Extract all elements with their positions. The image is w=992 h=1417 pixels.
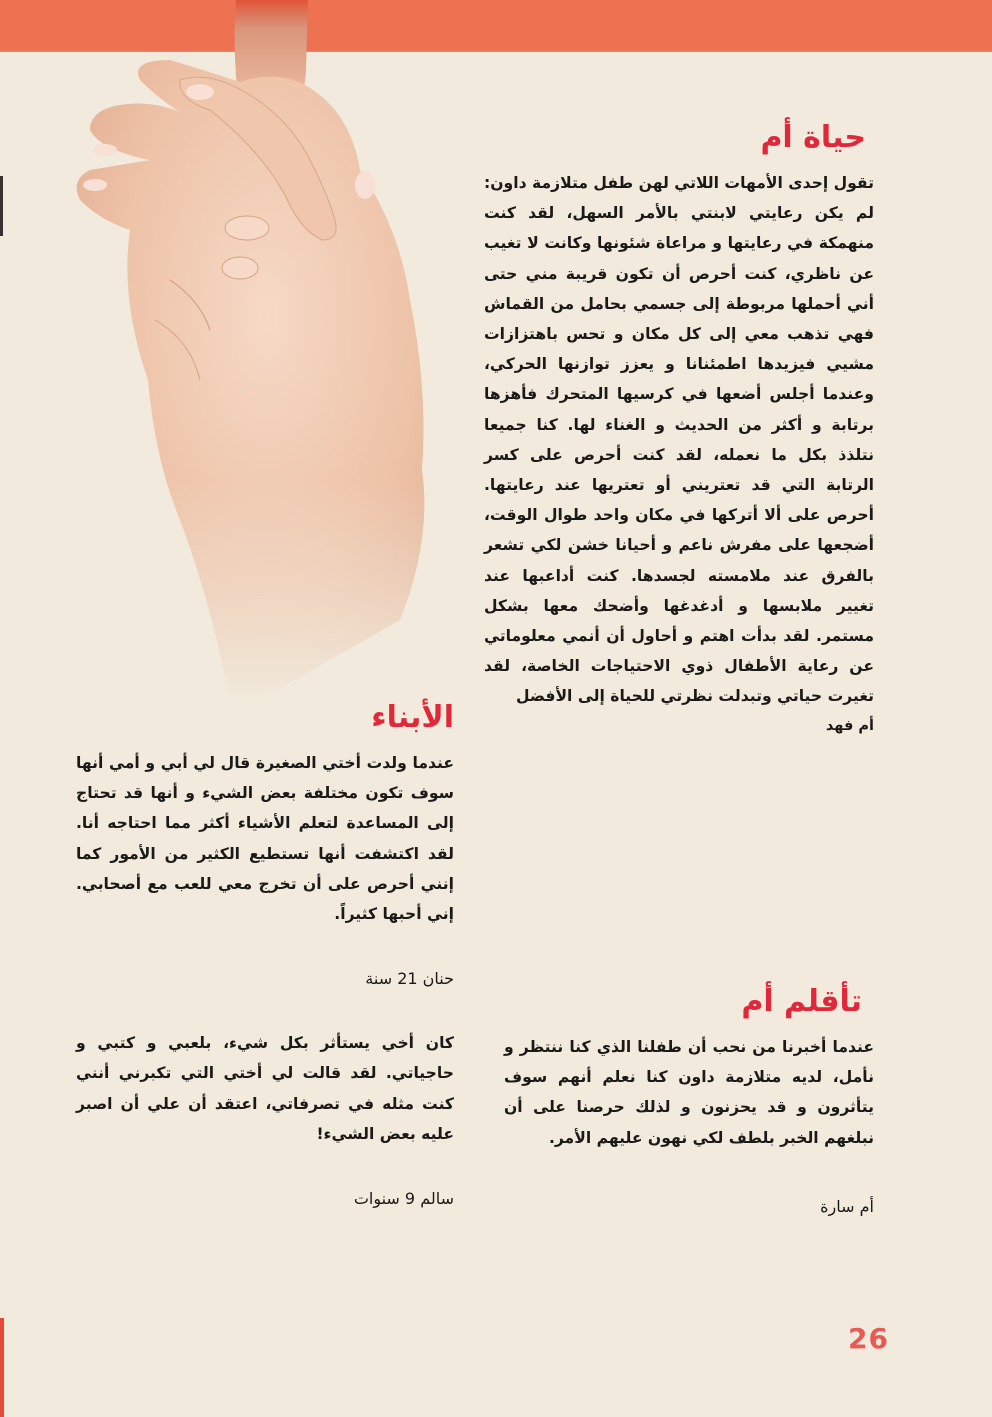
section-mother-adapt <box>484 984 874 1216</box>
section-title: تأقلم أم <box>741 984 862 1019</box>
section-mother-life <box>484 120 874 734</box>
testimonial-body: عندما ولدت أختي الصغيرة قال لي أبي و أمي أنها سوف تكون مختلفة بعض الشيء و أنها قد تحتاج إلى المساعدة لتعلم الأشياء أكثر مما احتاجه أنا. لقد اكتشفت أنها تستطيع الكثير من الأمور كما إنني أحرص على أن تخرج معي للعب مع أصحابي. إني أحبها كثيراً. <box>76 754 454 924</box>
hands-photo-icon <box>60 0 480 700</box>
signature-text: حنان 21 سنة <box>365 969 454 989</box>
left-edge-accent <box>0 1318 4 1417</box>
signature-text: سالم 9 سنوات <box>353 1189 454 1209</box>
section-title: حياة أم <box>760 120 866 155</box>
left-edge-marker <box>0 176 3 236</box>
testimonial <box>76 1028 454 1208</box>
signature: أم فهد <box>825 717 874 734</box>
signature-text: أم سارة <box>820 1196 874 1216</box>
testimonial-body: كان أخي يستأثر بكل شيء، بلعبي و كتبي و حاجياتي. لقد قالت لي أختي التي تكبرني أنني كنت مثله في تصرفاتي، اعتقد أن علي أن اصبر عليه بعض الشيء! <box>76 1034 454 1143</box>
section-children <box>76 700 454 1208</box>
page-number: 26 <box>848 1322 889 1355</box>
section-title: الأبناء <box>371 700 454 735</box>
section-body: تقول إحدى الأمهات اللاتي لهن طفل متلازمة داون: لم يكن رعايتي لابنتي بالأمر السهل، لقد كنت منهمكة في رعايتها و مراعاة شئونها وكانت لا تغيب عن ناظري، كنت أحرص أن تكون قريبة مني حتى أني أحملها مربوطة إلى جسمي بحامل من القماش فهي تذهب معي إلى كل مكان و تحس باهتزازات مشيي فيزيدها اطمئنانا و يعزز توازنها الحركي، وعندما أجلس أضعها في كرسيها المتحرك فأهزها برتابة و أكثر من الحديث و الغناء لها. كنا جميعا نتلذذ بكل ما نعمله، لقد كنت أحرص على كسر الرتابة التي قد تعتريني أو تعتريها عند رعايتها. أحرص على ألا أتركها في مكان واحد طوال الوقت، أضجعها على مفرش ناعم و أحيانا خشن لكي تشعر بالفرق عند ملامسته لجسدها. كنت أداعبها عند تغيير ملابسها و أدغدغها وأضحك معها بشكل مستمر. لقد بدأت اهتم و أحاول أن أنمي معلوماتي عن رعاية الأطفال ذوي الاحتياجات الخاصة، لقد تغيرت حياتي وتبدلت نظرتي للحياة إلى الأفضل <box>484 174 874 706</box>
hands-photo <box>60 0 480 700</box>
testimonial <box>76 748 454 988</box>
section-body: عندما أخبرنا من نحب أن طفلنا الذي كنا ننتظر و نأمل، لديه متلازمة داون كنا نعلم أنهم سوف يتأثرون و قد يحزنون و لذلك حرصنا على أن نبلغهم الخبر بلطف لكي نهون عليهم الأمر. <box>504 1038 874 1147</box>
testimonial-signature <box>76 1189 454 1208</box>
signature <box>484 1197 874 1216</box>
testimonial-signature <box>76 969 454 988</box>
